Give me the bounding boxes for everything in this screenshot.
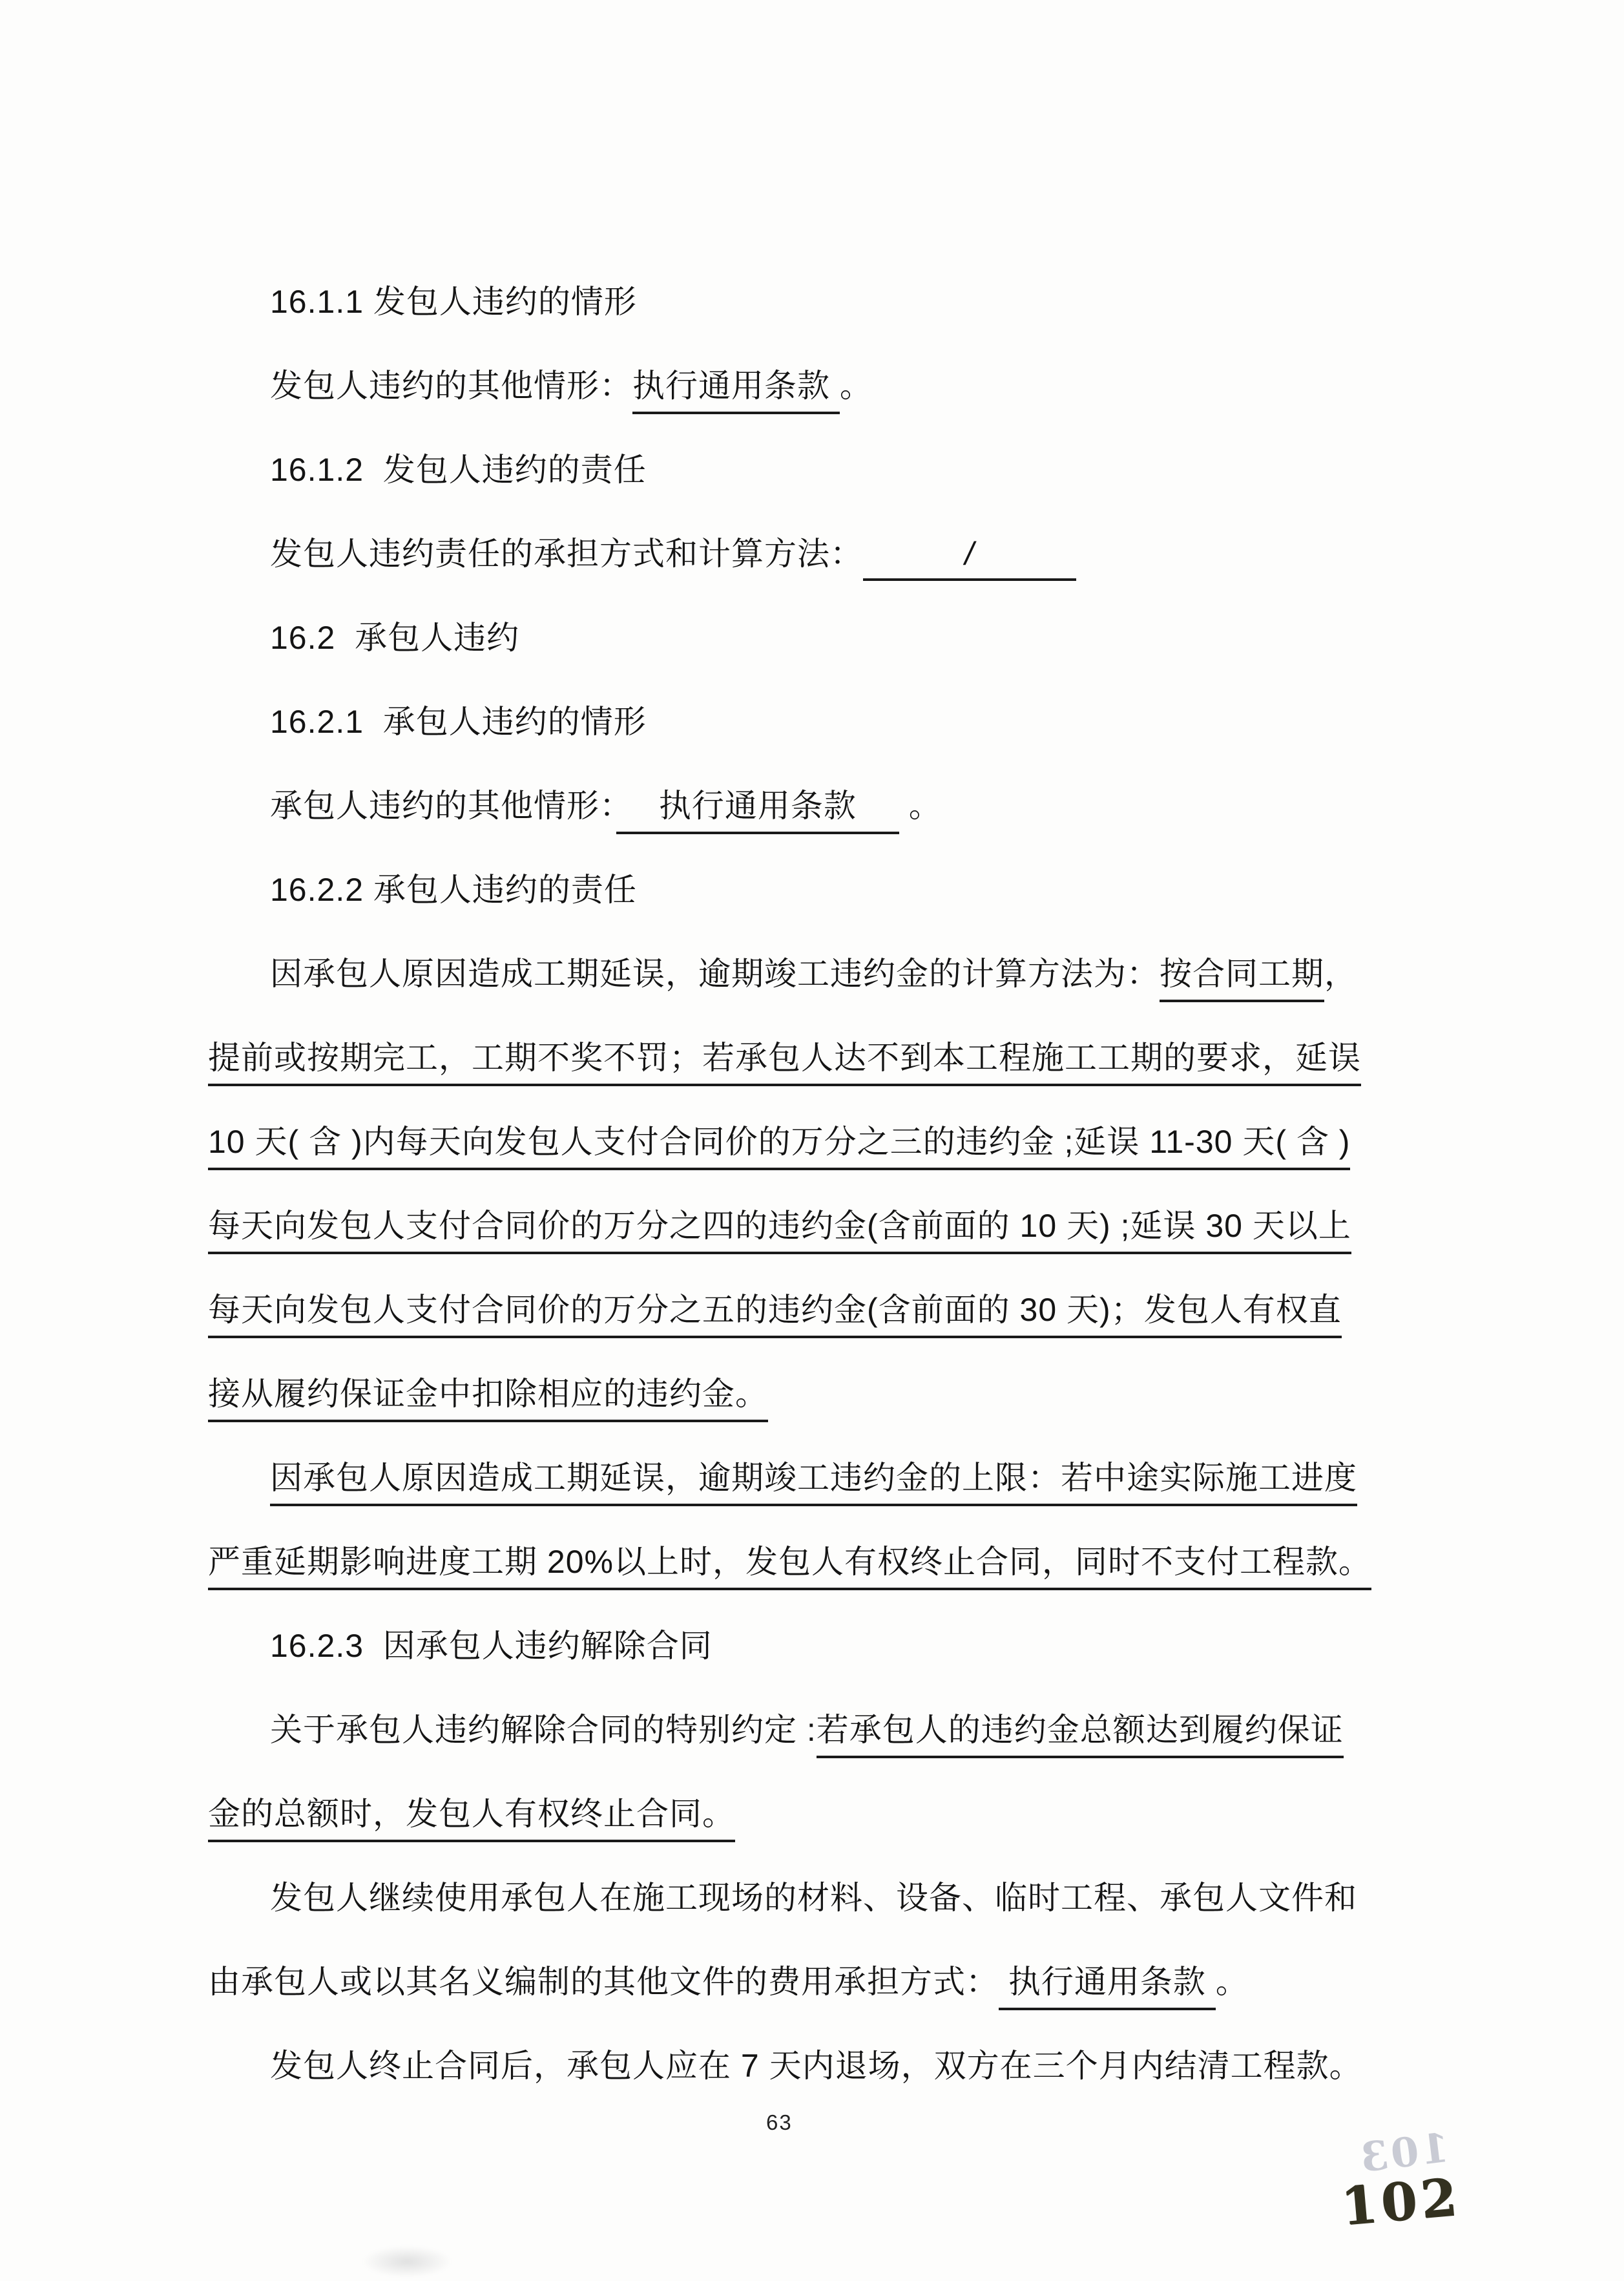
text-segment: 发包人违约的其他情形： [270, 368, 632, 404]
text-line [208, 1373, 1429, 1457]
text-line [208, 281, 1429, 365]
page-stamp-number: 102 [1338, 2166, 1463, 2237]
fill-in-blank: / [863, 533, 1076, 581]
text-line [208, 1961, 1429, 2045]
text-line [208, 449, 1429, 533]
text-line [208, 1709, 1429, 1793]
text-segment: 16.2.1 承包人违约的情形 [270, 704, 647, 740]
text-segment: 关于承包人违约解除合同的特别约定 : [270, 1712, 817, 1748]
underlined-fill-in-text: 按合同工期 [1160, 956, 1324, 1002]
text-segment: 16.2 承包人违约 [270, 620, 520, 656]
underlined-fill-in-text: 执行通用条款 [632, 368, 840, 414]
underlined-fill-in-text: 若承包人的违约金总额达到履约保证 [817, 1712, 1344, 1758]
scan-smudge [362, 2245, 452, 2278]
text-line [208, 785, 1429, 869]
text-line [208, 1793, 1429, 1877]
text-line [208, 1121, 1429, 1205]
text-line [208, 1205, 1429, 1289]
text-segment: 发包人继续使用承包人在施工现场的材料、设备、临时工程、承包人文件和 [270, 1880, 1357, 1916]
text-line [208, 1541, 1429, 1625]
text-segment: 承包人违约的其他情形： [270, 788, 616, 824]
ghost-stamp-bleedthrough: 103 [1355, 2123, 1452, 2182]
text-segment: 。 [899, 788, 942, 824]
text-line [208, 1037, 1429, 1121]
text-segment: 16.2.3 因承包人违约解除合同 [270, 1628, 713, 1664]
underlined-fill-in-text: 金的总额时，发包人有权终止合同。 [208, 1796, 735, 1842]
text-segment: ， [1324, 956, 1357, 992]
underlined-fill-in-text: 接从履约保证金中扣除相应的违约金。 [208, 1376, 768, 1422]
text-segment: 。 [839, 368, 873, 404]
underlined-fill-in-text: 10 天( 含 )内每天向发包人支付合同价的万分之三的违约金 ;延误 11-30 天( 含 ) [208, 1124, 1350, 1170]
underlined-fill-in-text: 每天向发包人支付合同价的万分之五的违约金(含前面的 30 天)；发包人有权直 [208, 1292, 1342, 1338]
underlined-fill-in-text: 执行通用条款 [999, 1964, 1216, 2010]
underlined-fill-in-text: 提前或按期完工，工期不奖不罚；若承包人达不到本工程施工工期的要求，延误 [208, 1040, 1361, 1086]
text-segment: 16.1.2 发包人违约的责任 [270, 452, 647, 488]
text-segment: 发包人违约责任的承担方式和计算方法： [270, 536, 863, 572]
text-segment: 16.1.1 发包人违约的情形 [270, 284, 637, 320]
text-segment: 发包人终止合同后，承包人应在 7 天内退场，双方在三个月内结清工程款。 [270, 2048, 1362, 2084]
text-line [208, 701, 1429, 785]
text-line [208, 953, 1429, 1037]
text-line [208, 533, 1429, 617]
page-number: 63 [766, 2110, 793, 2134]
contract-clauses-text [208, 281, 1429, 2129]
text-line [208, 1289, 1429, 1373]
underlined-fill-in-text: 执行通用条款 [616, 788, 899, 834]
underlined-fill-in-text: 每天向发包人支付合同价的万分之四的违约金(含前面的 10 天) ;延误 30 天以上 [208, 1208, 1351, 1254]
text-segment: 因承包人原因造成工期延误，逾期竣工违约金的计算方法为： [270, 956, 1160, 992]
text-line [208, 1457, 1429, 1541]
text-segment: 。 [1215, 1964, 1249, 2000]
text-segment: 由承包人或以其名义编制的其他文件的费用承担方式： [208, 1964, 999, 2000]
underlined-fill-in-text: 因承包人原因造成工期延误，逾期竣工违约金的上限：若中途实际施工进度 [270, 1460, 1357, 1506]
text-line [208, 2045, 1429, 2129]
text-line [208, 365, 1429, 449]
underlined-fill-in-text: 严重延期影响进度工期 20%以上时，发包人有权终止合同，同时不支付工程款。 [208, 1544, 1371, 1590]
text-line [208, 617, 1429, 701]
text-segment: 16.2.2 承包人违约的责任 [270, 872, 637, 908]
text-line [208, 869, 1429, 953]
text-line [208, 1877, 1429, 1961]
text-line [208, 1625, 1429, 1709]
